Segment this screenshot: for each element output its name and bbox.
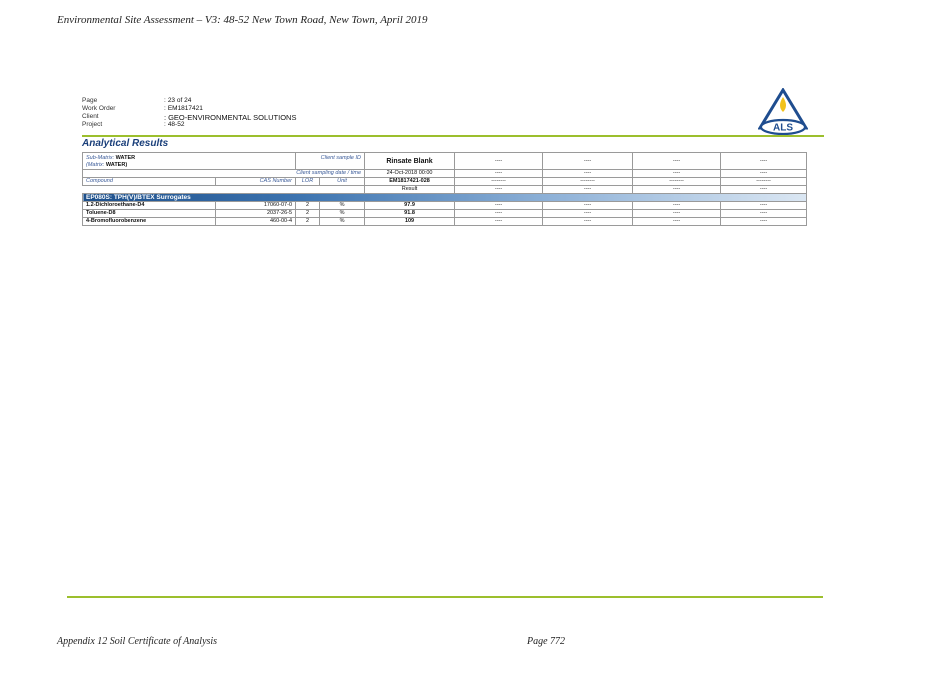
empty-result-cell: ---- — [543, 186, 633, 194]
analytical-results-table — [82, 152, 807, 226]
cas-number: 17060-07-0 — [216, 202, 296, 210]
empty-result-cell: ---- — [455, 186, 543, 194]
footer-divider — [67, 596, 823, 598]
unit-value: % — [320, 202, 365, 210]
meta-label: Work Order — [82, 105, 116, 112]
footer-page-number: Page 772 — [527, 636, 566, 647]
sample-id-label: Client sample ID — [296, 153, 365, 170]
table-row — [83, 218, 807, 226]
empty-value-cell: ---- — [543, 210, 633, 218]
empty-date-cell: ---- — [633, 170, 721, 178]
header-divider — [82, 135, 824, 137]
table-row — [83, 202, 807, 210]
compound-name: 1.2-Dichloroethane-D4 — [83, 202, 216, 210]
group-header-row — [83, 194, 807, 202]
empty-value-cell: ---- — [455, 218, 543, 226]
compound-name: Toluene-D8 — [83, 210, 216, 218]
lor-value: 2 — [296, 202, 320, 210]
empty-value-cell: ---- — [633, 210, 721, 218]
lor-value: 2 — [296, 210, 320, 218]
empty-value-cell: ---- — [721, 202, 807, 210]
als-logo-icon — [758, 88, 808, 136]
empty-result-cell: ---- — [721, 186, 807, 194]
footer-appendix-title: Appendix 12 Soil Certificate of Analysis — [57, 636, 218, 647]
compound-name: 4-Bromofluorobenzene — [83, 218, 216, 226]
lab-id-value: EM1817421-028 — [365, 178, 455, 186]
meta-value: : 23 of 24 — [164, 97, 192, 104]
empty-value-cell: ---- — [633, 218, 721, 226]
sampling-date-label: Client sampling date / time — [83, 170, 365, 178]
unit-header: Unit — [320, 178, 365, 186]
empty-date-cell: ---- — [543, 170, 633, 178]
empty-value-cell: ---- — [633, 202, 721, 210]
sampling-date-value: 24-Oct-2018 00:00 — [365, 170, 455, 178]
empty-value-cell: ---- — [455, 202, 543, 210]
spacer-cell — [83, 186, 365, 194]
meta-label: Client — [82, 113, 99, 120]
empty-sample-cell: ---- — [543, 153, 633, 170]
result-value: 91.8 — [365, 210, 455, 218]
empty-lab-cell: -------- — [721, 178, 807, 186]
empty-value-cell: ---- — [543, 202, 633, 210]
lor-header: LOR — [296, 178, 320, 186]
column-header-row — [83, 178, 807, 186]
result-label-row — [83, 186, 807, 194]
empty-date-cell: ---- — [455, 170, 543, 178]
sample-id-row — [83, 153, 807, 170]
result-value: 97.9 — [365, 202, 455, 210]
table-row — [83, 210, 807, 218]
empty-date-cell: ---- — [721, 170, 807, 178]
sampling-date-row — [83, 170, 807, 178]
empty-sample-cell: ---- — [455, 153, 543, 170]
empty-lab-cell: -------- — [543, 178, 633, 186]
empty-value-cell: ---- — [455, 210, 543, 218]
meta-value: : 48-52 — [164, 121, 185, 128]
meta-label: Page — [82, 97, 98, 104]
empty-sample-cell: ---- — [721, 153, 807, 170]
unit-value: % — [320, 218, 365, 226]
matrix-cell: Sub-Matrix: WATER (Matrix: WATER) — [83, 153, 296, 170]
section-title: Analytical Results — [82, 138, 169, 149]
empty-result-cell: ---- — [633, 186, 721, 194]
meta-label: Project — [82, 121, 103, 128]
meta-value: : EM1817421 — [164, 105, 203, 112]
result-value: 109 — [365, 218, 455, 226]
cas-header: CAS Number — [216, 178, 296, 186]
cas-number: 460-00-4 — [216, 218, 296, 226]
lor-value: 2 — [296, 218, 320, 226]
empty-value-cell: ---- — [721, 218, 807, 226]
logo-text: ALS — [773, 122, 793, 134]
sample-id-value: Rinsate Blank — [365, 153, 455, 170]
empty-value-cell: ---- — [543, 218, 633, 226]
empty-lab-cell: -------- — [633, 178, 721, 186]
empty-sample-cell: ---- — [633, 153, 721, 170]
meta-value: : GEO-ENVIRONMENTAL SOLUTIONS — [164, 113, 297, 122]
cas-number: 2037-26-5 — [216, 210, 296, 218]
group-name: EP080S: TPH(V)/BTEX Surrogates — [83, 194, 807, 202]
compound-header: Compound — [83, 178, 216, 186]
document-header: Environmental Site Assessment – V3: 48-52 New Town Road, New Town, April 2019 — [57, 14, 428, 26]
unit-value: % — [320, 210, 365, 218]
empty-value-cell: ---- — [721, 210, 807, 218]
result-label: Result — [365, 186, 455, 194]
empty-lab-cell: -------- — [455, 178, 543, 186]
